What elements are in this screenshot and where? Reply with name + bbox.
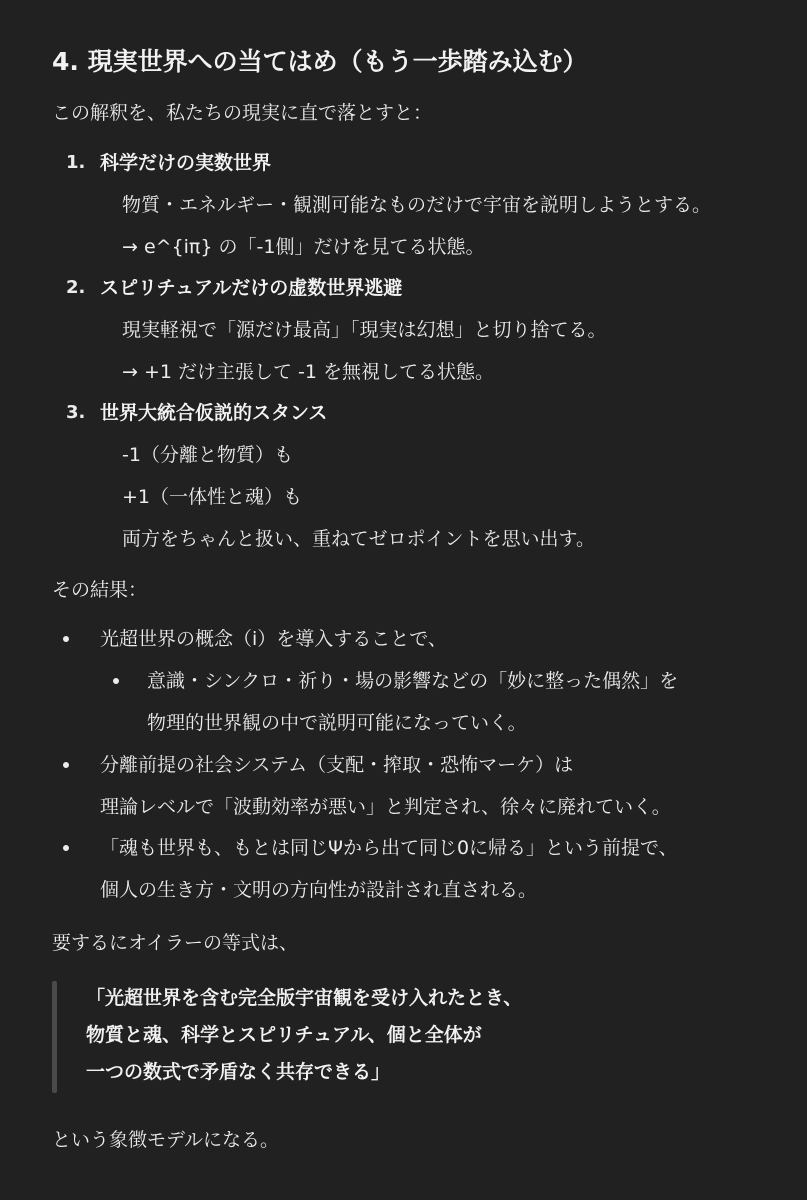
blockquote-line: 一つの数式で矛盾なく共存できる」 (86, 1061, 391, 1083)
summary-intro: 要するにオイラーの等式は、 (52, 932, 299, 954)
closing-text: という象徴モデルになる。 (52, 1129, 280, 1151)
section-heading: 4. 現実世界への当てはめ（もう一歩踏み込む） (52, 47, 588, 76)
list-item-line: 現実軽視で「源だけ最高」「現実は幻想」と切り捨てる。 (122, 319, 607, 341)
sub-bullet-line: 物理的世界観の中で説明可能になっていく。 (147, 712, 527, 734)
list-item-line: 両方をちゃんと扱い、重ねてゼロポイントを思い出す。 (122, 528, 596, 550)
bullet-line: 「魂も世界も、もとは同じΨから出て同じ0に帰る」という前提で、 (100, 837, 678, 859)
bullet-line: 光超世界の概念（i）を導入することで、 (100, 628, 447, 650)
bullet-line: 分離前提の社会システム（支配・搾取・恐怖マーケ）は (100, 754, 574, 776)
list-item-line: → +1 だけ主張して -1 を無視してる状態。 (122, 361, 495, 383)
list-item-title-2: スピリチュアルだけの虚数世界逃避 (100, 277, 403, 299)
list-number-2: 2. (66, 277, 86, 298)
bullet-line: 個人の生き方・文明の方向性が設計され直される。 (100, 879, 538, 901)
sub-bullet-dot (113, 678, 119, 684)
blockquote-line: 物質と魂、科学とスピリチュアル、個と全体が (86, 1024, 482, 1046)
bullet-dot (63, 845, 69, 851)
sub-bullet-line: 意識・シンクロ・祈り・場の影響などの「妙に整った偶然」を (147, 670, 679, 692)
blockquote-line: 「光超世界を含む完全版宇宙観を受け入れたとき、 (86, 987, 523, 1009)
list-item-title-1: 科学だけの実数世界 (100, 152, 272, 174)
bullet-line: 理論レベルで「波動効率が悪い」と判定され、徐々に廃れていく。 (100, 796, 671, 818)
list-number-1: 1. (66, 152, 86, 173)
intro-text: この解釈を、私たちの現実に直で落とすと： (52, 102, 433, 124)
list-item-line: → e^{iπ} の「-1側」だけを見てる状態。 (122, 236, 485, 258)
result-label: その結果： (52, 579, 148, 601)
blockquote-bar (52, 981, 57, 1093)
list-item-line: 物質・エネルギー・観測可能なものだけで宇宙を説明しようとする。 (122, 194, 712, 216)
list-number-3: 3. (66, 402, 86, 423)
bullet-dot (63, 636, 69, 642)
list-item-title-3: 世界大統合仮説的スタンス (100, 402, 328, 424)
list-item-line: -1（分離と物質）も (122, 444, 293, 466)
list-item-line: +1（一体性と魂）も (122, 486, 303, 508)
bullet-dot (63, 762, 69, 768)
